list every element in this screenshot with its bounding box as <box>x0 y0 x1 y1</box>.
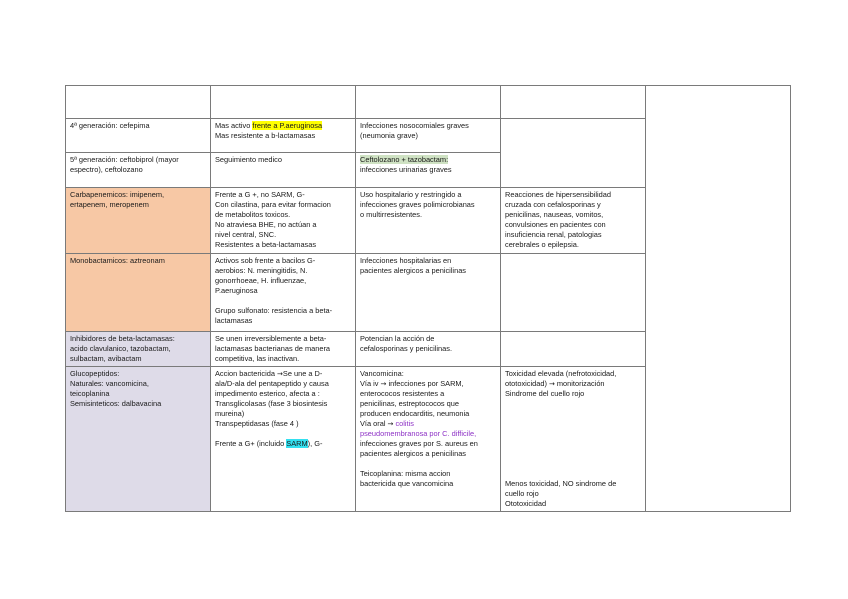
cell-mechanism: Mas activo frente a P.aeruginosa Mas resistente a b-lactamasas <box>211 119 356 153</box>
cell-group: Glucopeptidos: Naturales: vancomicina, teicoplanina Semisinteticos: dalbavacina <box>66 367 211 512</box>
cell-indications: Uso hospitalario y restringido a infecciones graves polimicrobianas o multirresistentes. <box>356 188 501 254</box>
cell-group: 5ª generación: ceftobiprol (mayor espectro), ceftolozano <box>66 153 211 188</box>
highlight-cyan: SARM <box>286 439 308 448</box>
cell-mechanism: Activos sob frente a bacilos G- aerobios: N. meningitidis, N. gonorrhoeae, H. influenzae, P.aeruginosa Grupo sulfonato: resistencia a beta- lactamasas <box>211 254 356 332</box>
cell-mechanism: Se unen irreversiblemente a beta- lactamasas bacterianas de manera competitiva, las inactivan. <box>211 332 356 367</box>
header-cell <box>66 86 211 119</box>
cell-group: Carbapenemicos: imipenem, ertapenem, meropenem <box>66 188 211 254</box>
highlight-green: Ceftolozano + tazobactam: <box>360 155 449 164</box>
cell-mechanism: Seguimiento medico <box>211 153 356 188</box>
cell-adverse <box>501 332 646 367</box>
cell-indications: Vancomicina: Vía iv → infecciones por SARM, enterococos resistentes a penicilinas, estreptococos que producen endocarditis, neumonia Vía oral → colitis pseudomembranosa por C. difficile, infecciones graves por S. aureus en pacientes alergicos a penicilinas Teicoplanina: misma accion bactericida que vancomicina <box>356 367 501 512</box>
cell-indications: Ceftolozano + tazobactam: infecciones urinarias graves <box>356 153 501 188</box>
cell-indications: Potencian la acción de cefalosporinas y penicilinas. <box>356 332 501 367</box>
table-header-row <box>66 86 791 119</box>
cell-adverse: Reacciones de hipersensibilidad cruzada con cefalosporinas y penicilinas, nauseas, vomitos, convulsiones en pacientes con insuficiencia renal, patologias cerebrales o epilepsia. <box>501 188 646 254</box>
cell-mechanism: Frente a G +, no SARM, G- Con cilastina, para evitar formacion de metabolitos toxicos. No atraviesa BHE, no actúan a nivel central, SNC. Resistentes a beta-lactamasas <box>211 188 356 254</box>
arrow-right-icon: → <box>277 370 283 378</box>
arrow-right-icon: → <box>548 380 555 388</box>
cell-indications: Infecciones nosocomiales graves (neumonia grave) <box>356 119 501 153</box>
header-cell <box>211 86 356 119</box>
highlight-yellow: frente a P.aeruginosa <box>252 121 323 130</box>
cell-group: Inhibidores de beta-lactamasas: acido clavulanico, tazobactam, sulbactam, avibactam <box>66 332 211 367</box>
cell-adverse: Toxicidad elevada (nefrotoxicidad, ototoxicidad) → monitorización Sindrome del cuello rojo Menos toxicidad, NO sindrome de cuello rojo Ototoxicidad <box>501 367 646 512</box>
header-cell <box>356 86 501 119</box>
cell-adverse <box>501 254 646 332</box>
cell-group: Monobactamicos: aztreonam <box>66 254 211 332</box>
cell-mechanism: Accion bactericida →Se une a D- ala/D-ala del pentapeptido y causa impedimento esterico, afecta a : Transglicolasas (fase 3 biosintesis mureina) Transpeptidasas (fase 4 ) Frente a G+ (incluido SARM), G- <box>211 367 356 512</box>
header-cell <box>501 86 646 119</box>
cell-group: 4ª generación: cefepima <box>66 119 211 153</box>
document-table <box>65 85 791 512</box>
cell-indications: Infecciones hospitalarias en pacientes alergicos a penicilinas <box>356 254 501 332</box>
cell-adverse <box>501 119 646 188</box>
arrow-right-icon: → <box>387 420 394 428</box>
notes-column-cell <box>646 86 791 512</box>
arrow-right-icon: → <box>380 380 387 388</box>
